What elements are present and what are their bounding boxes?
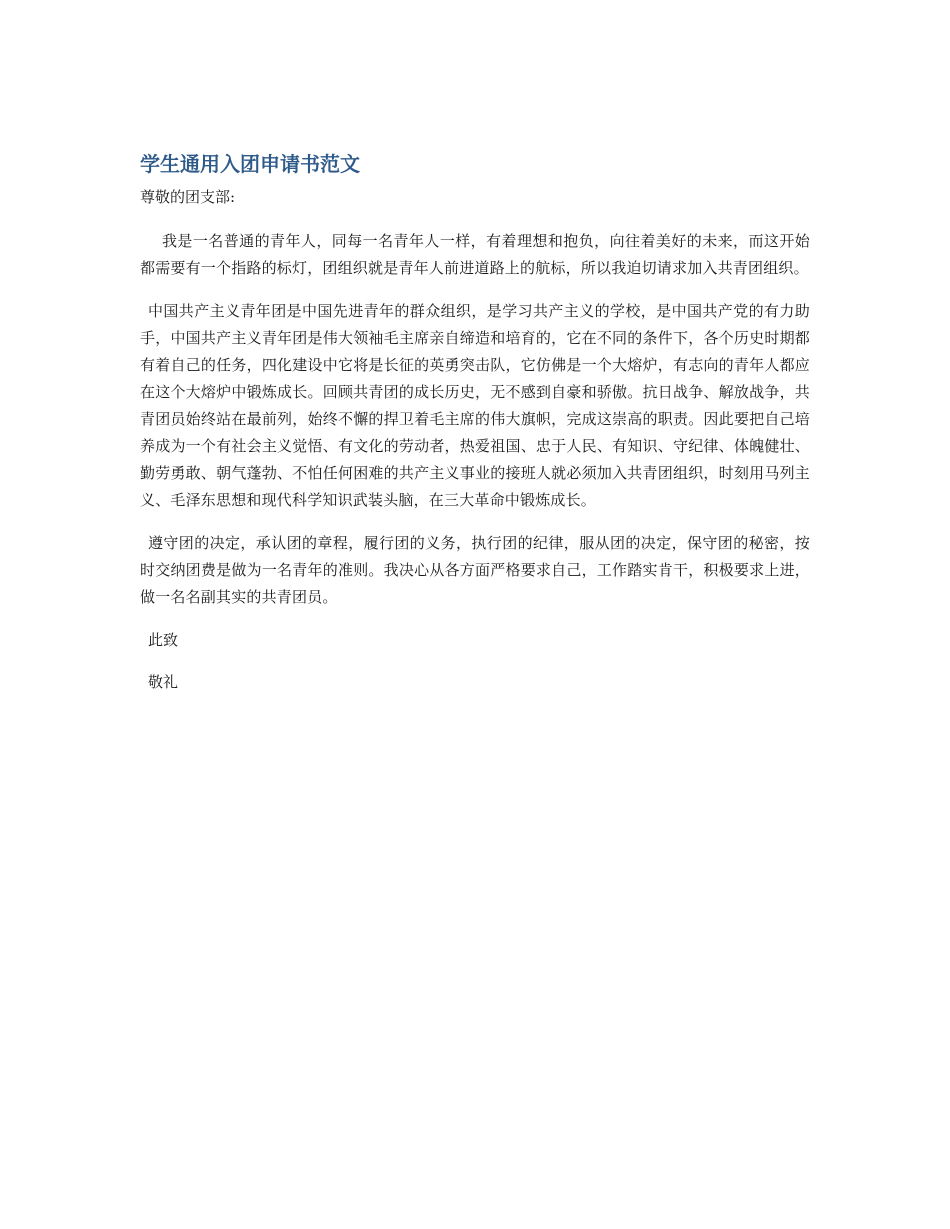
paragraph-league-description: 中国共产主义青年团是中国先进青年的群众组织，是学习共产主义的学校，是中国共产党的有力助手，中国共产主义青年团是伟大领袖毛主席亲自缔造和培育的，它在不同的条件下，各个历史时期都有着自己的任务，四化建设中它将是长征的英勇突击队，它仿佛是一个大熔炉，有志向的青年人都应在这个大熔炉中锻炼成长。回顾共青团的成长历史，无不感到自豪和骄傲。抗日战争、解放战争，共青团员始终站在最前列，始终不懈的捍卫着毛主席的伟大旗帜，完成这崇高的职责。因此要把自己培养成为一个有社会主义觉悟、有文化的劳动者，热爱祖国、忠于人民、有知识、守纪律、体魄健壮、勤劳勇敢、朝气蓬勃、不怕任何困难的共产主义事业的接班人就必须加入共青团组织，时刻用马列主义、毛泽东思想和现代科学知识武装头脑，在三大革命中锻炼成长。 bbox=[140, 302, 810, 509]
closing-jingli: 敬礼 bbox=[148, 673, 179, 691]
salutation: 尊敬的团支部: bbox=[140, 188, 236, 206]
document-body bbox=[140, 150, 810, 711]
closing-cizhi: 此致 bbox=[148, 631, 179, 649]
paragraph-intro: 我是一名普通的青年人，同每一名青年人一样，有着理想和抱负，向往着美好的未来，而这开始都需要有一个指路的标灯，团组织就是青年人前进道路上的航标，所以我迫切请求加入共青团组织。 bbox=[140, 232, 810, 277]
paragraph-commitment: 遵守团的决定，承认团的章程，履行团的义务，执行团的纪律，服从团的决定，保守团的秘密，按时交纳团费是做为一名青年的准则。我决心从各方面严格要求自己，工作踏实肯干，积极要求上进，做一名名副其实的共青团员。 bbox=[140, 534, 810, 606]
document-title: 学生通用入团申请书范文 bbox=[140, 152, 360, 176]
